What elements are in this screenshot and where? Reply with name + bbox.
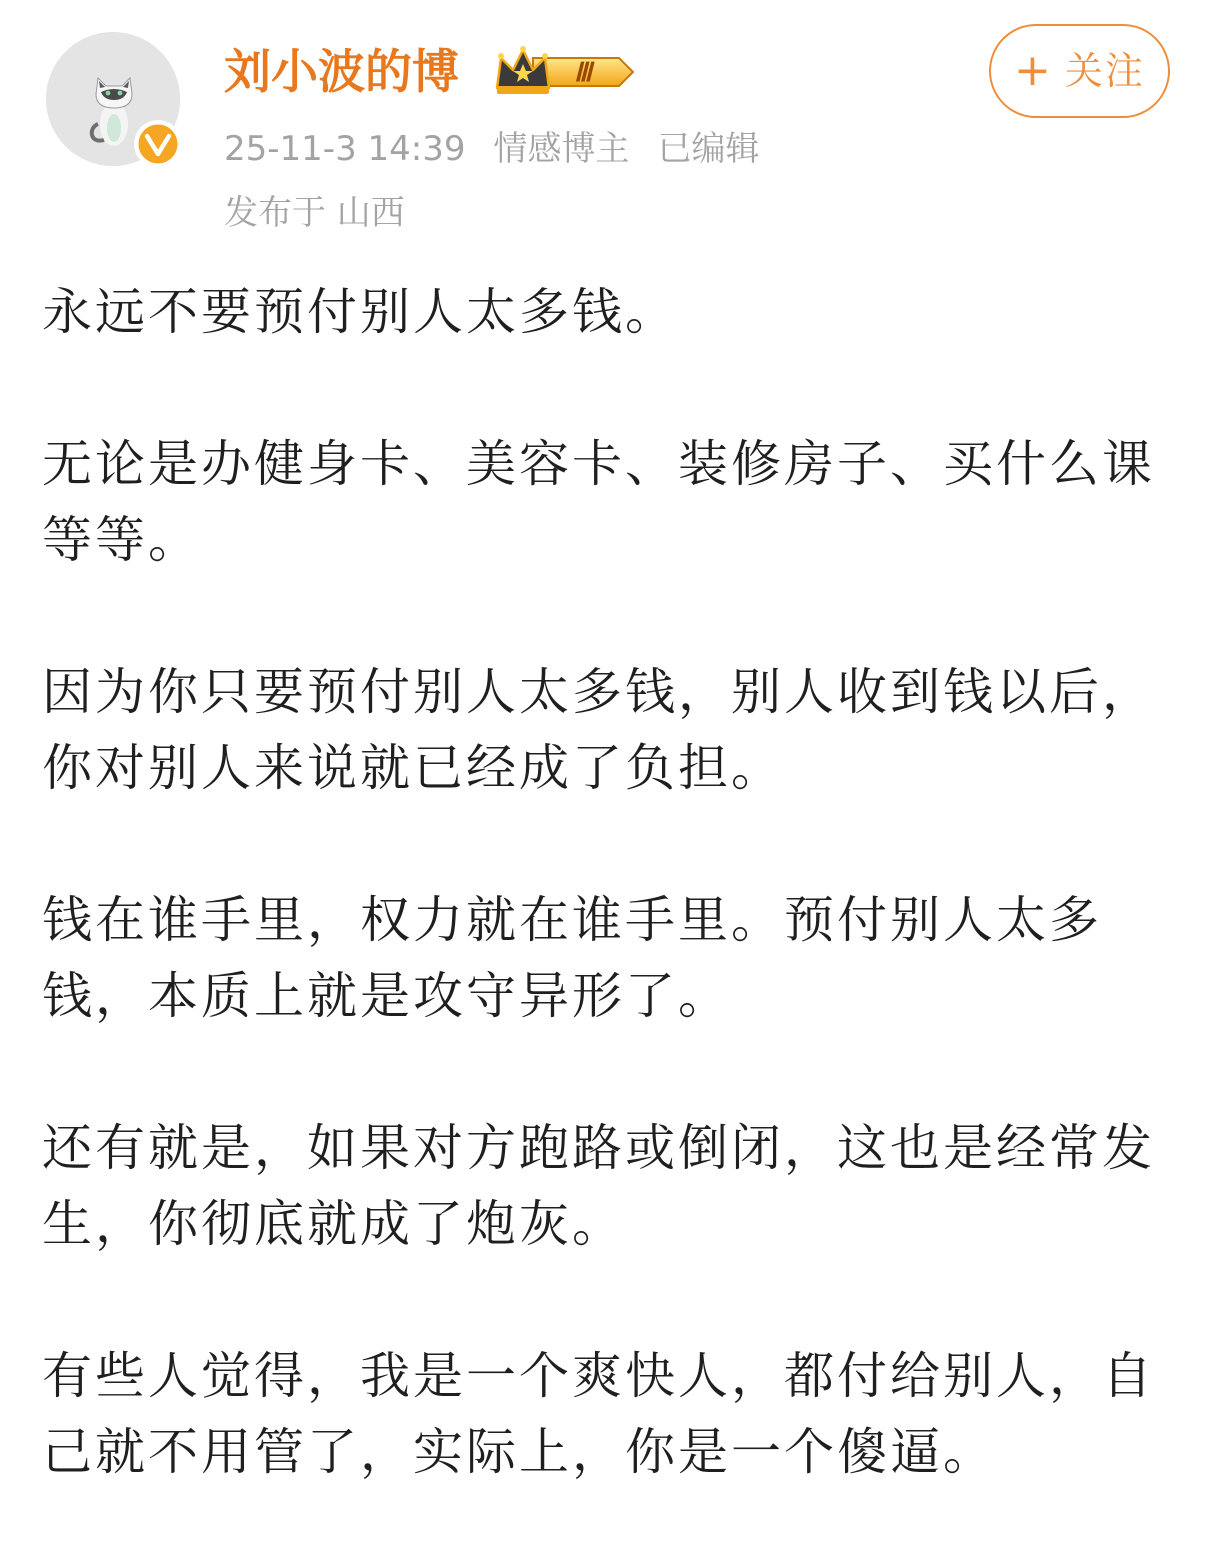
follow-label: 关注 (1064, 49, 1145, 93)
username[interactable]: 刘小波的博 (224, 45, 459, 100)
post-timestamp: 25-11-3 14:39 (224, 129, 466, 169)
verified-v-icon (134, 120, 182, 168)
post-location: 发布于 山西 (224, 193, 405, 233)
post-paragraph: 因为你只要预付别人太多钱，别人收到钱以后，你对别人来说就已经成了负担。 (42, 663, 1155, 797)
edited-label[interactable]: 已编辑 (657, 129, 760, 169)
plus-icon: + (1014, 45, 1051, 96)
post-paragraph: 钱在谁手里，权力就在谁手里。预付别人太多钱，本质上就是攻守异形了。 (42, 891, 1102, 1025)
author-category: 情感博主 (493, 129, 630, 169)
crown-level-icon (493, 44, 635, 98)
level-badge[interactable] (493, 44, 635, 98)
post-paragraph: 有些人觉得，我是一个爽快人，都付给别人，自己就不用管了，实际上，你是一个傻逼。 (42, 1347, 1155, 1481)
follow-button[interactable] (989, 24, 1170, 118)
post-paragraph: 无论是办健身卡、美容卡、装修房子、买什么课等等。 (42, 435, 1155, 569)
post-paragraph: 还有就是，如果对方跑路或倒闭，这也是经常发生，你彻底就成了炮灰。 (42, 1119, 1155, 1253)
post-content (42, 274, 1182, 1490)
verified-badge (134, 120, 182, 168)
post-paragraph: 永远不要预付别人太多钱。 (42, 283, 678, 341)
level-text: Ⅲ (574, 58, 592, 87)
post-meta (224, 124, 788, 174)
